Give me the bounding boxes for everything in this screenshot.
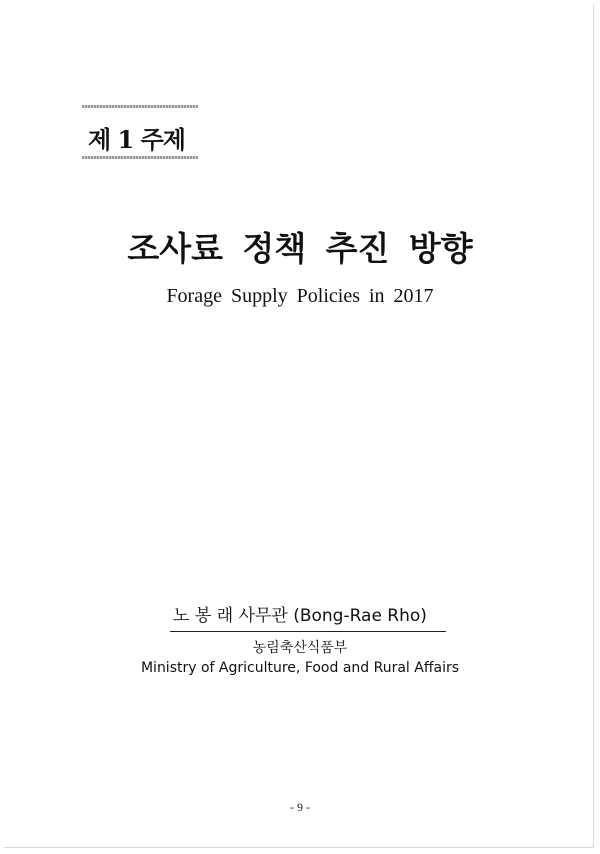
theme-label: 제 1 주제 <box>88 125 185 154</box>
organization-english: Ministry of Agriculture, Food and Rural Affairs <box>140 660 460 676</box>
author-name: 노 봉 래 사무관 (Bong-Rae Rho) <box>173 606 427 626</box>
organization-korean: 농림축산식품부 <box>252 640 348 656</box>
theme-bottom-rule <box>82 156 198 159</box>
theme-top-rule <box>82 105 198 108</box>
author-divider <box>170 631 446 632</box>
page-number: - 9 - <box>290 800 310 814</box>
page-title: 조사료 정책 추진 방향 <box>127 229 473 268</box>
page-subtitle: Forage Supply Policies in 2017 <box>166 285 434 307</box>
